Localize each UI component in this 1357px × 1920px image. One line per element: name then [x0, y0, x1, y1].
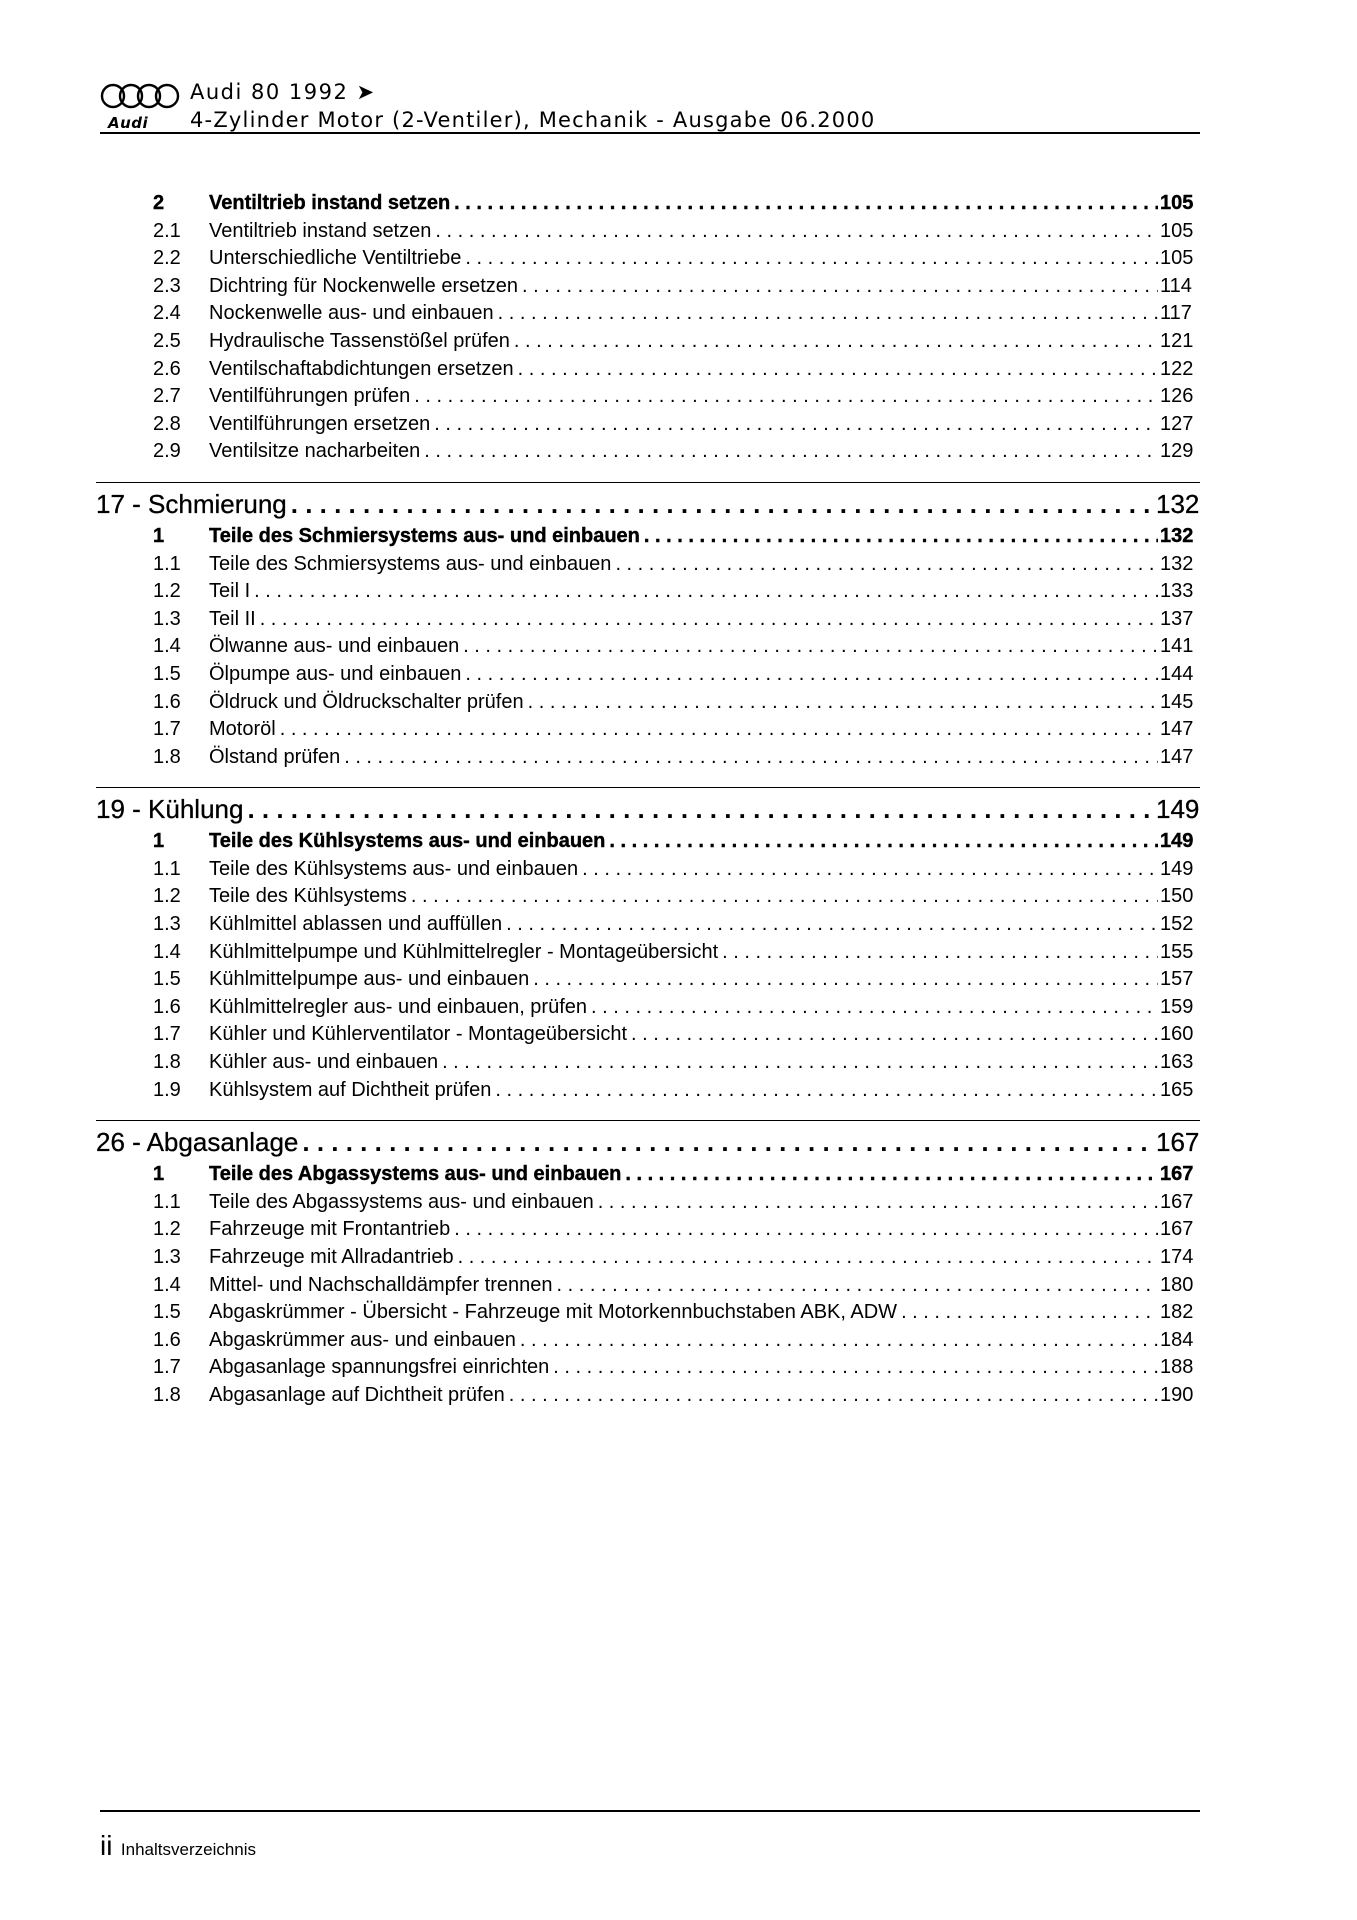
toc-entry-number: 2.3 — [153, 274, 181, 297]
toc-entry-number: 1.6 — [153, 690, 181, 713]
toc-entry-number: 1.5 — [153, 968, 181, 991]
toc-entry-title: Ventilführungen prüfen — [209, 385, 411, 408]
toc-entry-number: 1.8 — [153, 1051, 181, 1074]
toc-entry[interactable] — [96, 302, 1200, 330]
toc-entry-title: Kühlmittelpumpe aus- und einbauen — [209, 968, 530, 991]
toc-entry-page: 114 — [1160, 274, 1192, 297]
toc-entry-number: 2.8 — [153, 412, 181, 435]
dot-leader — [302, 1127, 1154, 1158]
dot-leader — [901, 1301, 1158, 1324]
toc-entry-page: 133 — [1160, 580, 1194, 603]
toc-entry[interactable] — [96, 358, 1200, 386]
toc-entry-title: Teil II — [209, 607, 256, 630]
toc-entry[interactable] — [96, 691, 1200, 719]
toc-entry-title: Teile des Schmiersystems aus- und einbauen — [209, 552, 612, 575]
toc-entry[interactable] — [96, 1079, 1200, 1107]
toc-entry-title: Teile des Kühlsystems — [209, 885, 407, 908]
toc-entry-title: Teil I — [209, 580, 251, 603]
footer-rule — [100, 1810, 1200, 1812]
toc-entry-page: 122 — [1160, 357, 1194, 380]
toc-entry-title: Abgasanlage spannungsfrei einrichten — [209, 1356, 550, 1379]
toc-entry-title: Hydraulische Tassenstößel prüfen — [209, 329, 510, 352]
page-footer — [100, 1830, 256, 1862]
toc-entry-page: 105 — [1160, 247, 1194, 270]
toc-entry[interactable] — [96, 440, 1200, 468]
dot-leader — [533, 968, 1158, 991]
toc-entry-number: 1 — [153, 1163, 165, 1186]
toc-entry-title: Abgaskrümmer - Übersicht - Fahrzeuge mit Motorkennbuchstaben ABK, ADW — [209, 1301, 898, 1324]
toc-entry-number: 1.3 — [153, 607, 181, 630]
toc-entry-title: Fahrzeuge mit Allradantrieb — [209, 1246, 454, 1268]
toc-entry[interactable] — [96, 247, 1200, 275]
toc-entry-number: 2.6 — [153, 357, 181, 380]
chapter-page: 167 — [1156, 1127, 1200, 1158]
dot-leader — [631, 1023, 1158, 1046]
header-subtitle: 4-Zylinder Motor (2-Ventiler), Mechanik - Ausgabe 06.2000 — [190, 108, 876, 132]
chapter-heading[interactable] — [96, 1120, 1200, 1161]
toc-entry-title: Nockenwelle aus- und einbauen — [209, 302, 494, 325]
chapter-title: 26 - Abgasanlage — [96, 1127, 299, 1158]
brand-wordmark: Audi — [108, 114, 149, 132]
toc-entry-page: 147 — [1160, 718, 1194, 741]
dot-leader — [722, 941, 1158, 964]
toc-entry-page: 137 — [1160, 607, 1194, 630]
toc-entry-title: Ventiltrieb instand setzen — [209, 219, 432, 242]
dot-leader — [424, 440, 1158, 463]
toc-entry-page: 167 — [1160, 1190, 1194, 1213]
toc-entry-number: 1 — [153, 524, 165, 547]
toc-entry-number: 2.5 — [153, 329, 181, 352]
toc-entry[interactable] — [96, 580, 1200, 608]
dot-leader — [495, 1079, 1158, 1102]
toc-entry-page: 188 — [1160, 1356, 1194, 1379]
toc-entry-title: Dichtring für Nockenwelle ersetzen — [209, 274, 519, 297]
toc-entry-page: 132 — [1160, 552, 1194, 575]
toc-entry-title: Kühlmittelpumpe und Kühlmittelregler - Montageübersicht — [209, 940, 719, 963]
header-title: Audi 80 1992 ➤ — [190, 80, 376, 104]
toc-entry[interactable] — [96, 385, 1200, 413]
dot-leader — [506, 913, 1158, 936]
toc-entry-page: 157 — [1160, 968, 1194, 991]
page-number: ii — [100, 1830, 113, 1861]
toc-entry-title: Kühlsystem auf Dichtheit prüfen — [209, 1078, 492, 1101]
chapter-title: 17 - Schmierung — [96, 488, 287, 519]
toc-entry[interactable] — [96, 1218, 1200, 1246]
toc-entry-title: Ventilschaftabdichtungen ersetzen — [209, 357, 514, 380]
dot-leader — [454, 192, 1158, 215]
toc-entry-title: Ölstand prüfen — [209, 745, 341, 768]
toc-entry-title: Teile des Abgassystems aus- und einbauen — [209, 1163, 622, 1186]
toc-entry-page: 182 — [1160, 1301, 1194, 1324]
dot-leader — [463, 635, 1158, 658]
toc-entry-page: 190 — [1160, 1383, 1194, 1406]
toc-entry-title: Öldruck und Öldruckschalter prüfen — [209, 690, 524, 713]
toc-entry-number: 2 — [153, 192, 165, 214]
toc-entry-number: 1.5 — [153, 1301, 181, 1324]
chapter-title: 19 - Kühlung — [96, 794, 244, 825]
toc-entry[interactable] — [96, 1051, 1200, 1079]
toc-entry-title: Ventiltrieb instand setzen — [209, 192, 451, 214]
toc-entry-number: 1.8 — [153, 745, 181, 768]
toc-entry[interactable] — [96, 663, 1200, 691]
toc-entry-title: Teile des Kühlsystems aus- und einbauen — [209, 857, 579, 880]
dot-leader — [625, 1163, 1158, 1186]
toc-entry-title: Kühlmittel ablassen und auffüllen — [209, 913, 503, 936]
toc-entry[interactable] — [96, 746, 1200, 774]
toc-entry-number: 1.9 — [153, 1078, 181, 1101]
toc-entry-page: 150 — [1160, 885, 1194, 908]
dot-leader — [615, 553, 1158, 576]
dot-leader — [518, 358, 1158, 381]
toc-entry-number: 1.7 — [153, 718, 181, 741]
toc-entry-number: 2.9 — [153, 440, 181, 463]
toc-entry[interactable] — [96, 330, 1200, 358]
chapter-heading[interactable] — [96, 482, 1200, 523]
toc-entry-page: 149 — [1160, 830, 1194, 853]
chapter-page: 132 — [1156, 488, 1200, 519]
toc-entry-title: Kühlmittelregler aus- und einbauen, prüfen — [209, 995, 588, 1018]
dot-leader — [247, 794, 1154, 825]
toc-entry-page: 141 — [1160, 635, 1194, 658]
toc-entry-page: 129 — [1160, 440, 1194, 463]
dot-leader — [458, 1246, 1158, 1269]
toc-entry-number: 1.4 — [153, 635, 181, 658]
toc-entry-page: 132 — [1160, 524, 1194, 547]
dot-leader — [582, 858, 1158, 881]
toc-entry[interactable] — [96, 1246, 1200, 1274]
dot-leader — [522, 275, 1158, 298]
toc-entry[interactable] — [96, 1329, 1200, 1357]
toc-entry-page: 147 — [1160, 745, 1194, 768]
toc-entry-title: Kühler aus- und einbauen — [209, 1051, 439, 1074]
toc-entry-title: Motoröl — [209, 718, 276, 741]
toc-entry-number: 1.7 — [153, 1023, 181, 1046]
dot-leader — [644, 525, 1158, 548]
toc-entry-number: 1.1 — [153, 857, 181, 880]
toc-entry-page: 167 — [1160, 1163, 1194, 1186]
toc-entry[interactable] — [96, 830, 1200, 858]
toc-entry-title: Teile des Kühlsystems aus- und einbauen — [209, 830, 606, 853]
toc-entry-page: 121 — [1160, 329, 1194, 352]
dot-leader — [465, 663, 1158, 686]
toc-entry-number: 2.1 — [153, 219, 181, 242]
toc-entry-page: 117 — [1160, 302, 1192, 325]
toc-entry-number: 2.4 — [153, 302, 181, 325]
toc-entry[interactable] — [96, 608, 1200, 636]
dot-leader — [591, 996, 1158, 1019]
toc-entry[interactable] — [96, 553, 1200, 581]
chapter-heading[interactable] — [96, 787, 1200, 828]
toc-entry[interactable] — [96, 192, 1200, 220]
toc-entry-number: 1.1 — [153, 552, 181, 575]
toc-entry-number: 1.4 — [153, 1273, 181, 1296]
toc-entry-page: 165 — [1160, 1078, 1194, 1101]
toc-entry-title: Ölwanne aus- und einbauen — [209, 635, 460, 658]
toc-entry-page: 155 — [1160, 940, 1194, 963]
toc-entry-number: 1.2 — [153, 580, 181, 603]
dot-leader — [557, 1274, 1158, 1297]
toc-entry[interactable] — [96, 1274, 1200, 1302]
toc-entry-page: 105 — [1160, 219, 1194, 242]
toc-entry-page: 144 — [1160, 662, 1194, 685]
dot-leader — [528, 691, 1158, 714]
chapter-page: 149 — [1156, 794, 1200, 825]
toc-entry-number: 2.2 — [153, 247, 181, 270]
toc-entry[interactable] — [96, 1384, 1200, 1412]
toc-entry-page: 184 — [1160, 1328, 1194, 1351]
toc-entry-number: 2.7 — [153, 385, 181, 408]
dot-leader — [291, 489, 1154, 520]
toc-entry-page: 167 — [1160, 1218, 1194, 1241]
toc-entry-title: Abgaskrümmer aus- und einbauen — [209, 1328, 516, 1351]
dot-leader — [598, 1191, 1158, 1214]
toc-entry[interactable] — [96, 1301, 1200, 1329]
dot-leader — [260, 608, 1158, 631]
toc-entry[interactable] — [96, 413, 1200, 441]
toc-entry-number: 1 — [153, 830, 165, 853]
toc-entry[interactable] — [96, 525, 1200, 553]
dot-leader — [254, 580, 1158, 603]
toc-entry-page: 145 — [1160, 690, 1194, 713]
page-header — [100, 80, 1200, 136]
toc-entry-number: 1.3 — [153, 1246, 181, 1268]
toc-entry[interactable] — [96, 996, 1200, 1024]
dot-leader — [344, 746, 1158, 769]
toc-entry-number: 1.7 — [153, 1356, 181, 1379]
toc-entry-title: Kühler und Kühlerventilator - Montageübersicht — [209, 1023, 628, 1046]
toc-entry-page: 149 — [1160, 857, 1194, 880]
toc-entry[interactable] — [96, 858, 1200, 886]
header-rule — [100, 132, 1200, 134]
footer-label: Inhaltsverzeichnis — [120, 1840, 257, 1859]
toc-entry[interactable] — [96, 1356, 1200, 1384]
toc-entry[interactable] — [96, 968, 1200, 996]
toc-entry[interactable] — [96, 1023, 1200, 1051]
dot-leader — [434, 413, 1158, 436]
toc-entry-number: 1.8 — [153, 1383, 181, 1406]
toc-entry[interactable] — [96, 885, 1200, 913]
dot-leader — [411, 885, 1158, 908]
dot-leader — [465, 247, 1158, 270]
dot-leader — [414, 385, 1158, 408]
toc-entry-page: 163 — [1160, 1051, 1194, 1074]
toc-entry-number: 1.2 — [153, 885, 181, 908]
toc-entry-number: 1.3 — [153, 913, 181, 936]
dot-leader — [280, 718, 1158, 741]
toc-entry-page: 160 — [1160, 1023, 1194, 1046]
toc-entry[interactable] — [96, 635, 1200, 663]
toc-entry-number: 1.1 — [153, 1190, 181, 1213]
toc-entry-number: 1.4 — [153, 940, 181, 963]
audi-rings-icon — [100, 82, 180, 112]
toc-entry[interactable] — [96, 1191, 1200, 1219]
toc-entry[interactable] — [96, 913, 1200, 941]
dot-leader — [514, 330, 1158, 353]
toc-entry-title: Abgasanlage auf Dichtheit prüfen — [209, 1383, 505, 1406]
toc-entry-number: 1.2 — [153, 1218, 181, 1241]
dot-leader — [498, 302, 1158, 325]
toc-entry[interactable] — [96, 220, 1200, 248]
toc-entry[interactable] — [96, 275, 1200, 303]
toc-entry-title: Ventilführungen ersetzen — [209, 412, 431, 435]
toc-entry-title: Teile des Schmiersystems aus- und einbauen — [209, 524, 640, 547]
toc-entry[interactable] — [96, 941, 1200, 969]
toc-entry-page: 127 — [1160, 412, 1194, 435]
toc-entry-title: Mittel- und Nachschalldämpfer trennen — [209, 1273, 553, 1296]
dot-leader — [609, 830, 1158, 853]
toc-entry-page: 159 — [1160, 995, 1194, 1018]
toc-entry-page: 152 — [1160, 913, 1194, 936]
toc-entry[interactable] — [96, 718, 1200, 746]
toc-entry-page: 105 — [1160, 192, 1194, 214]
toc-entry-number: 1.5 — [153, 662, 181, 685]
toc-entry-title: Unterschiedliche Ventiltriebe — [209, 247, 462, 270]
dot-leader — [520, 1329, 1158, 1352]
dot-leader — [509, 1384, 1158, 1407]
audi-logo — [100, 82, 180, 130]
table-of-contents — [96, 192, 1200, 1412]
toc-entry-title: Fahrzeuge mit Frontantrieb — [209, 1218, 451, 1241]
toc-entry-page: 126 — [1160, 385, 1194, 408]
dot-leader — [553, 1356, 1158, 1379]
toc-entry-number: 1.6 — [153, 995, 181, 1018]
toc-entry[interactable] — [96, 1163, 1200, 1191]
dot-leader — [435, 220, 1158, 243]
toc-entry-number: 1.6 — [153, 1328, 181, 1351]
toc-entry-page: 180 — [1160, 1273, 1194, 1296]
dot-leader — [442, 1051, 1158, 1074]
toc-entry-title: Ölpumpe aus- und einbauen — [209, 662, 462, 685]
toc-entry-page: 174 — [1160, 1246, 1194, 1268]
dot-leader — [454, 1218, 1158, 1241]
toc-entry-title: Ventilsitze nacharbeiten — [209, 440, 421, 463]
toc-entry-title: Teile des Abgassystems aus- und einbauen — [209, 1190, 594, 1213]
